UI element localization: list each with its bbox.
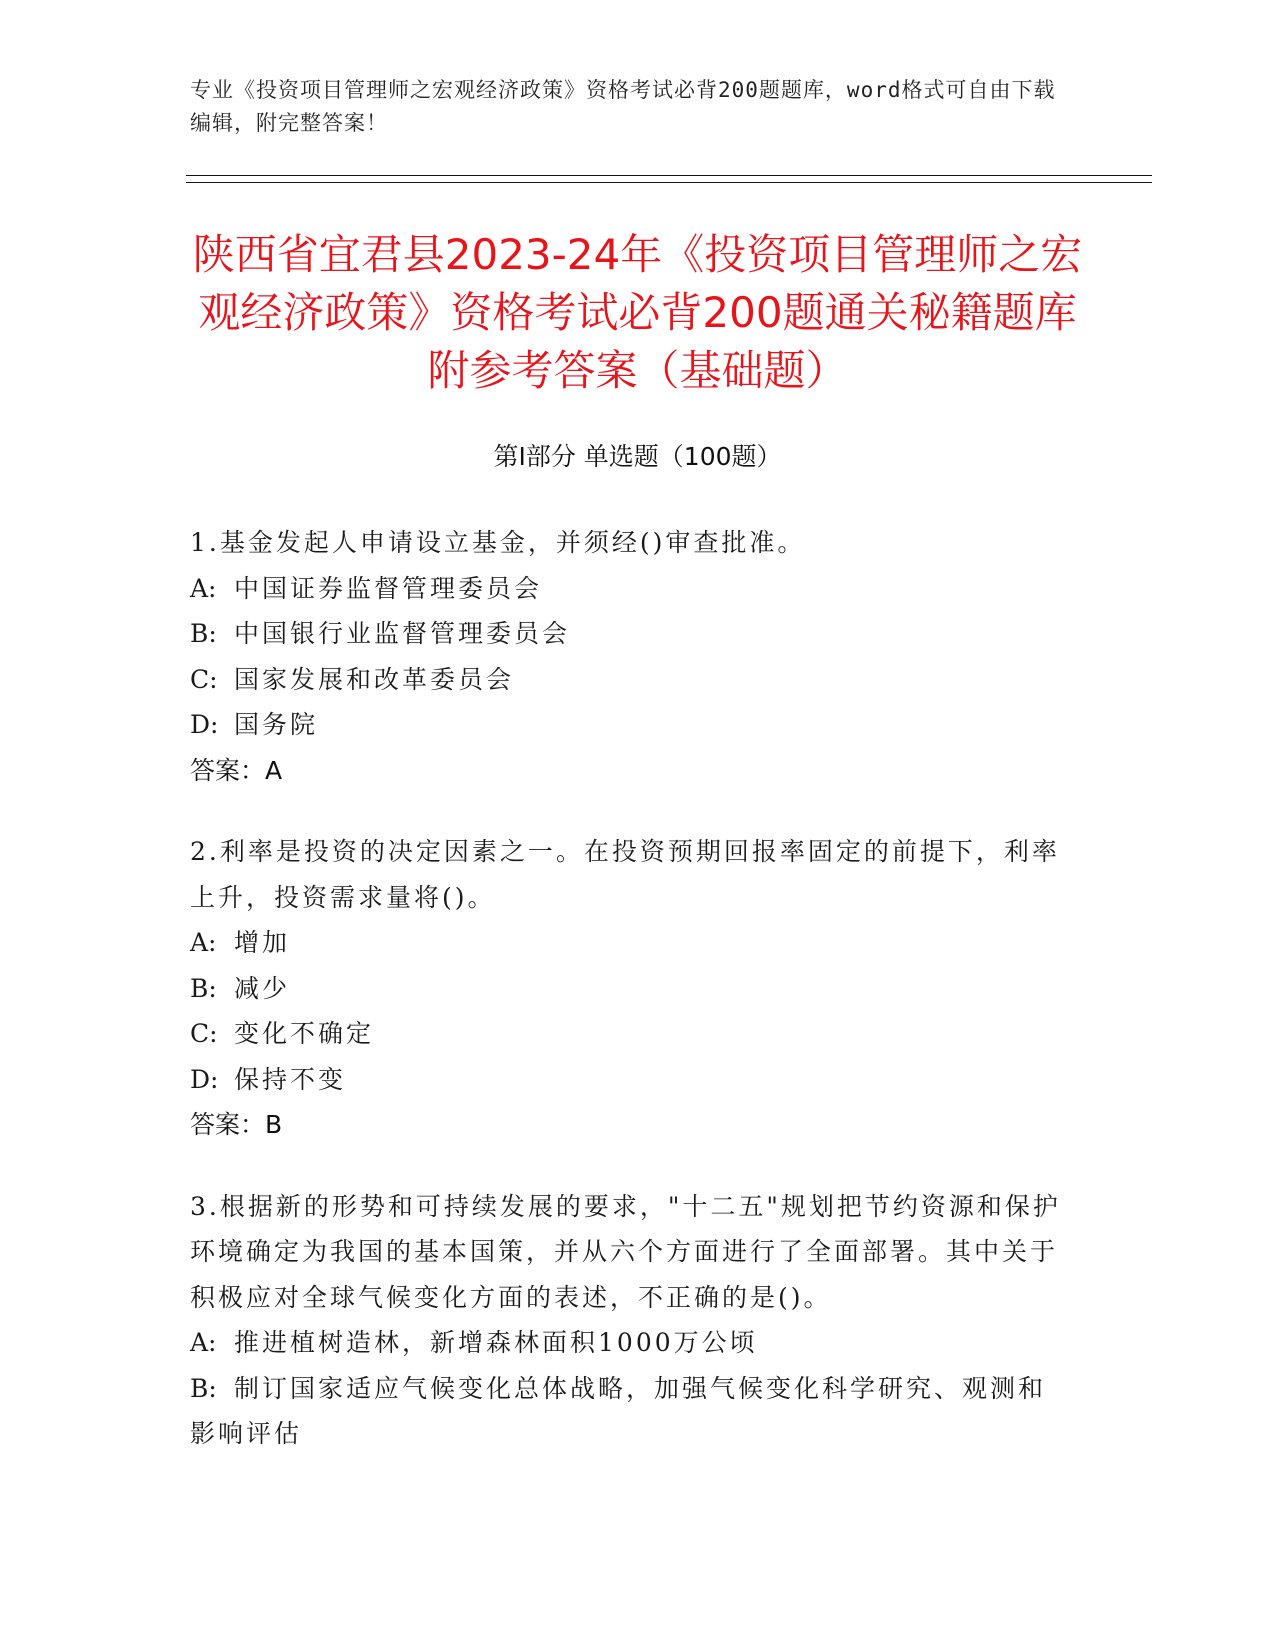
option-b — [190, 966, 1070, 1012]
question-stem: 1.基金发起人申请设立基金，并须经()审查批准。 — [190, 528, 806, 557]
answer-prefix: 答案： — [190, 1110, 266, 1139]
header-divider-top — [186, 175, 1152, 176]
option-text: 国家发展和改革委员会 — [234, 664, 515, 694]
option-text: 中国证券监督管理委员会 — [234, 573, 543, 603]
header-divider-bottom — [186, 182, 1152, 183]
option-key: D: — [190, 710, 219, 739]
option-c — [190, 1011, 1070, 1057]
option-key: B: — [190, 1373, 217, 1403]
option-key: B: — [190, 973, 217, 1003]
question-list — [190, 520, 1070, 1493]
option-key: B: — [190, 619, 217, 648]
answer-prefix: 答案： — [190, 755, 266, 785]
answer-line — [190, 1102, 1070, 1148]
option-key: C: — [190, 664, 218, 694]
option-d — [190, 702, 1070, 748]
option-text: 减少 — [234, 973, 291, 1003]
document-title: 陕西省宜君县2023-24年《投资项目管理师之宏观经济政策》资格考试必背200题通关秘籍题库附参考答案（基础题） — [192, 230, 1083, 395]
question-stem: 3.根据新的形势和可持续发展的要求，"十二五"规划把节约资源和保护环境确定为我国的基本国策，并从六个方面进行了全面部署。其中关于积极应对全球气候变化方面的表述，不正确的是()。 — [190, 1191, 1061, 1312]
option-text: 增加 — [234, 928, 291, 957]
option-text: 推进植树造林，新增森林面积1000万公顷 — [234, 1328, 758, 1357]
answer-value: B — [265, 1110, 283, 1139]
option-text: 保持不变 — [234, 1064, 347, 1094]
section-title: 第Ⅰ部分 单选题（100题） — [493, 442, 782, 471]
answer-line — [190, 748, 1070, 794]
option-text: 中国银行业监督管理委员会 — [234, 619, 571, 648]
option-key: A: — [190, 1328, 217, 1357]
question-3 — [190, 1184, 1070, 1457]
option-b — [190, 611, 1070, 657]
question-2 — [190, 829, 1070, 1148]
header-note: 专业《投资项目管理师之宏观经济政策》资格考试必背200题题库，word格式可自由下载编辑，附完整答案！ — [190, 78, 1056, 135]
option-key: D: — [190, 1064, 219, 1094]
option-d — [190, 1057, 1070, 1103]
option-key: A: — [190, 573, 217, 603]
option-text: 制订国家适应气候变化总体战略，加强气候变化科学研究、观测和影响评估 — [190, 1373, 1047, 1448]
option-key: C: — [190, 1019, 218, 1048]
option-key: A: — [190, 928, 217, 957]
option-text: 变化不确定 — [234, 1019, 375, 1048]
option-a — [190, 1320, 1070, 1366]
option-text: 国务院 — [234, 710, 319, 739]
option-a — [190, 566, 1070, 612]
answer-value: A — [265, 755, 283, 785]
option-a — [190, 920, 1070, 966]
question-1 — [190, 520, 1070, 793]
option-b — [190, 1366, 1070, 1457]
question-stem: 2.利率是投资的决定因素之一。在投资预期回报率固定的前提下，利率上升，投资需求量将()。 — [190, 837, 1060, 912]
option-c — [190, 657, 1070, 703]
